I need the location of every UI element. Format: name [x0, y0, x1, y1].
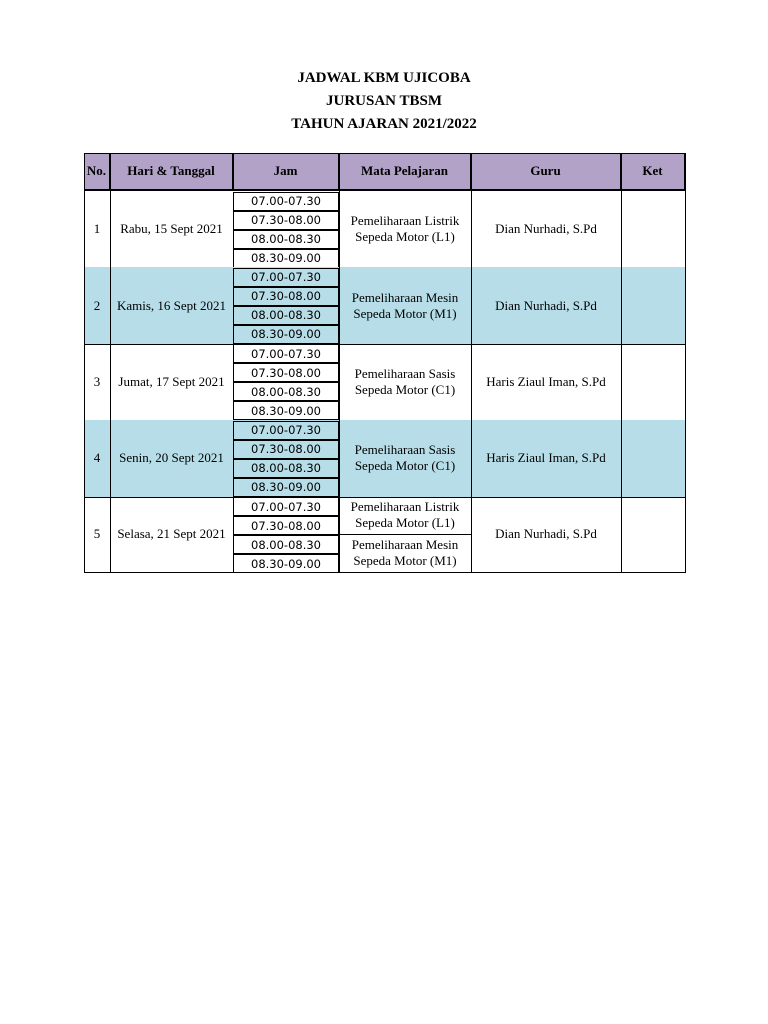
- time-slot: 07.30-08.00: [233, 516, 339, 535]
- time-slot: 07.30-08.00: [233, 363, 339, 382]
- header-day: Hari & Tanggal: [110, 153, 233, 190]
- row-subject: Pemeliharaan Sasis Sepeda Motor (C1): [354, 442, 456, 474]
- time-slot: 07.30-08.00: [233, 287, 339, 306]
- header-jam: Jam: [233, 153, 339, 190]
- subject-divider: [339, 534, 471, 535]
- time-slot: 08.30-09.00: [233, 554, 339, 573]
- column-divider: [685, 153, 686, 573]
- row-note: [621, 267, 685, 343]
- row-number: 1: [93, 221, 101, 237]
- row-note: [621, 191, 685, 267]
- time-slot: 07.00-07.30: [233, 344, 339, 363]
- row-teacher: Dian Nurhadi, S.Pd: [495, 526, 597, 542]
- row-number: 3: [93, 373, 101, 389]
- column-divider: [339, 153, 340, 573]
- time-slot: 07.30-08.00: [233, 211, 339, 230]
- time-slot: 08.30-09.00: [233, 249, 339, 268]
- row-note: [621, 497, 685, 572]
- time-slot: 08.00-08.30: [233, 459, 339, 478]
- title-line-3: TAHUN AJARAN 2021/2022: [291, 116, 477, 132]
- header-mapel: Mata Pelajaran: [339, 153, 471, 190]
- row-teacher: Haris Ziaul Iman, S.Pd: [486, 450, 606, 466]
- time-slot: 08.00-08.30: [233, 535, 339, 554]
- row-day-date: Senin, 20 Sept 2021: [119, 450, 224, 466]
- time-slot: 07.00-07.30: [233, 497, 339, 516]
- row-note: [621, 420, 685, 496]
- title-line-1: JADWAL KBM UJICOBA: [297, 70, 471, 86]
- row-teacher: Dian Nurhadi, S.Pd: [495, 221, 597, 237]
- header-bottom-border: [84, 190, 686, 191]
- time-slot: 08.00-08.30: [233, 230, 339, 249]
- row-day-date: Rabu, 15 Sept 2021: [120, 221, 223, 237]
- header-no: No.: [84, 153, 110, 190]
- column-divider: [84, 153, 85, 573]
- row-subject: Pemeliharaan Listrik Sepeda Motor (L1): [350, 499, 460, 531]
- row-day-date: Jumat, 17 Sept 2021: [118, 373, 225, 389]
- time-slot: 07.00-07.30: [233, 192, 339, 211]
- header-ket: Ket: [621, 153, 685, 190]
- header-guru: Guru: [471, 153, 621, 190]
- row-subject: Pemeliharaan Mesin Sepeda Motor (M1): [351, 537, 459, 569]
- row-day-date: Kamis, 16 Sept 2021: [116, 297, 227, 313]
- row-teacher: Haris Ziaul Iman, S.Pd: [486, 373, 606, 389]
- time-slot: 08.00-08.30: [233, 306, 339, 325]
- row-divider: [84, 572, 686, 573]
- column-divider: [621, 153, 622, 573]
- row-subject: Pemeliharaan Listrik Sepeda Motor (L1): [350, 213, 460, 245]
- table-top-border: [84, 153, 686, 154]
- row-note: [621, 344, 685, 420]
- time-slot: 07.00-07.30: [233, 421, 339, 440]
- row-subject: Pemeliharaan Mesin Sepeda Motor (M1): [351, 289, 459, 321]
- row-number: 2: [93, 297, 101, 313]
- time-slot: 07.00-07.30: [233, 268, 339, 287]
- row-day-date: Selasa, 21 Sept 2021: [117, 526, 226, 542]
- time-slot: 08.30-09.00: [233, 325, 339, 344]
- row-number: 4: [93, 450, 101, 466]
- time-slot: 08.00-08.30: [233, 382, 339, 401]
- row-teacher: Dian Nurhadi, S.Pd: [495, 297, 597, 313]
- row-number: 5: [93, 526, 101, 542]
- column-divider: [233, 153, 234, 190]
- column-divider: [110, 153, 111, 573]
- time-slot: 08.30-09.00: [233, 401, 339, 420]
- row-subject: Pemeliharaan Sasis Sepeda Motor (C1): [354, 365, 456, 397]
- time-slot: 07.30-08.00: [233, 440, 339, 459]
- time-slot: 08.30-09.00: [233, 478, 339, 497]
- column-divider: [471, 153, 472, 573]
- title-line-2: JURUSAN TBSM: [326, 93, 442, 109]
